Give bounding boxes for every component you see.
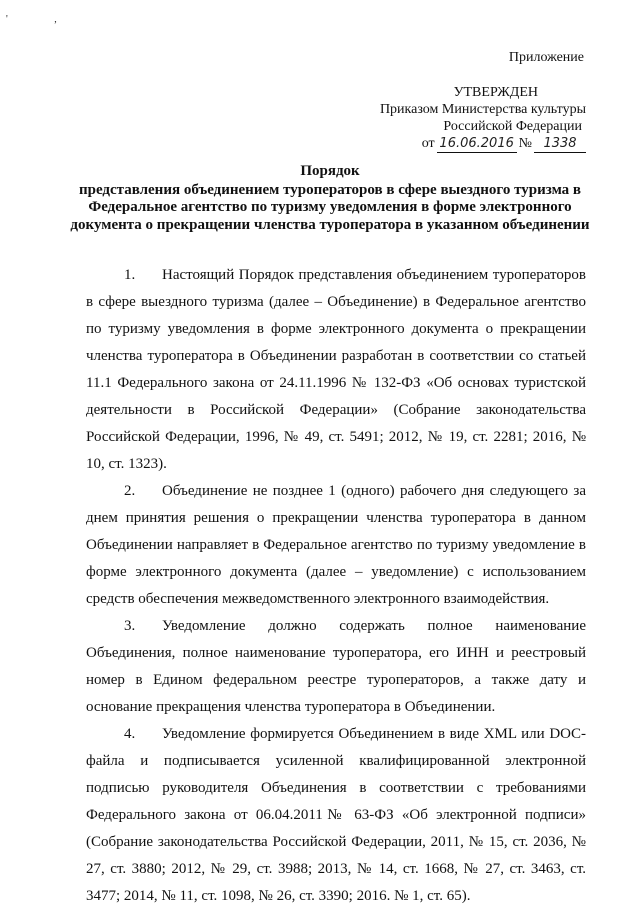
title-subtitle: представления объединением туроператоров в сфере выездного туризма в Федеральное агентство по туризму уведомления в форме электронного документа о прекращении членства туроператора в указанном объединении: [70, 181, 590, 233]
paragraph-text: Настоящий Порядок представления объединением туроператоров в сфере выездного туризма (далее – Объединение) в Федеральное агентство по туризму уведомления в форме электронного документа о прекращении членства туроператора в Объединении разработан в соответствии со статьей 11.1 Федерального закона от 24.11.1996 № 132-ФЗ «Об основах туристской деятельности в Российской Федерации» (Собрание законодательства Российской Федерации, 1996, № 49, ст. 5491; 2012, № 19, ст. 2281; 2016, № 10, ст. 1323).: [86, 267, 586, 472]
paragraph-4: [86, 721, 586, 910]
handwritten-number: 1338: [534, 135, 586, 153]
document-body: [86, 262, 586, 910]
appendix-label: Приложение: [508, 50, 584, 65]
paragraph-number: 1.: [124, 267, 136, 283]
date-number-line: [422, 135, 586, 153]
paragraph-1: [86, 262, 586, 478]
paragraph-number: 4.: [124, 726, 136, 742]
from-label: от: [421, 136, 435, 151]
paragraph-number: 3.: [124, 618, 136, 634]
paragraph-text: Уведомление формируется Объединением в виде XML или DOC-файла и подписывается усиленной квалифицированной электронной подписью руководителя Объединения в соответствии с требованиями Федерального закона от 06.04.2011№ 63-ФЗ «Об электронной подписи» (Собрание законодательства Российской Федерации, 2011, № 15, ст. 2036, № 27, ст. 3880; 2012, № 29, ст. 3988; 2013, № 14, ст. 1668, № 27, ст. 3463, ст. 3477; 2014, № 11, ст. 1098, № 26, ст. 3390; 2016. № 1, ст. 65).: [86, 726, 586, 904]
order-line-2: Российской Федерации: [443, 119, 582, 134]
approved-label: УТВЕРЖДЕН: [453, 85, 538, 100]
title-heading: Порядок: [300, 163, 360, 179]
paragraph-2: [86, 478, 586, 613]
handwritten-date: 16.06.2016: [437, 135, 517, 153]
scan-marks: ' ,: [6, 14, 79, 25]
paragraph-text: Объединение не позднее 1 (одного) рабочего дня следующего за днем принятия решения о прекращении членства туроператора в данном Объединении направляет в Федеральное агентство по туризму уведомление в форме электронного документа (далее – уведомление) с использованием средств обеспечения межведомственного электронного взаимодействия.: [86, 483, 586, 607]
order-line: Приказом Министерства культуры: [379, 102, 586, 117]
paragraph-3: [86, 613, 586, 721]
paragraph-text: Уведомление должно содержать полное наименование Объединения, полное наименование туроператора, его ИНН и реестровый номер в Едином федеральном реестре туроператоров, а также дату и основание прекращения членства туроператора в Объединении.: [86, 618, 586, 715]
approval-block: [356, 84, 586, 153]
document-title: [60, 163, 600, 234]
number-sign: №: [518, 136, 532, 151]
paragraph-number: 2.: [124, 483, 136, 499]
